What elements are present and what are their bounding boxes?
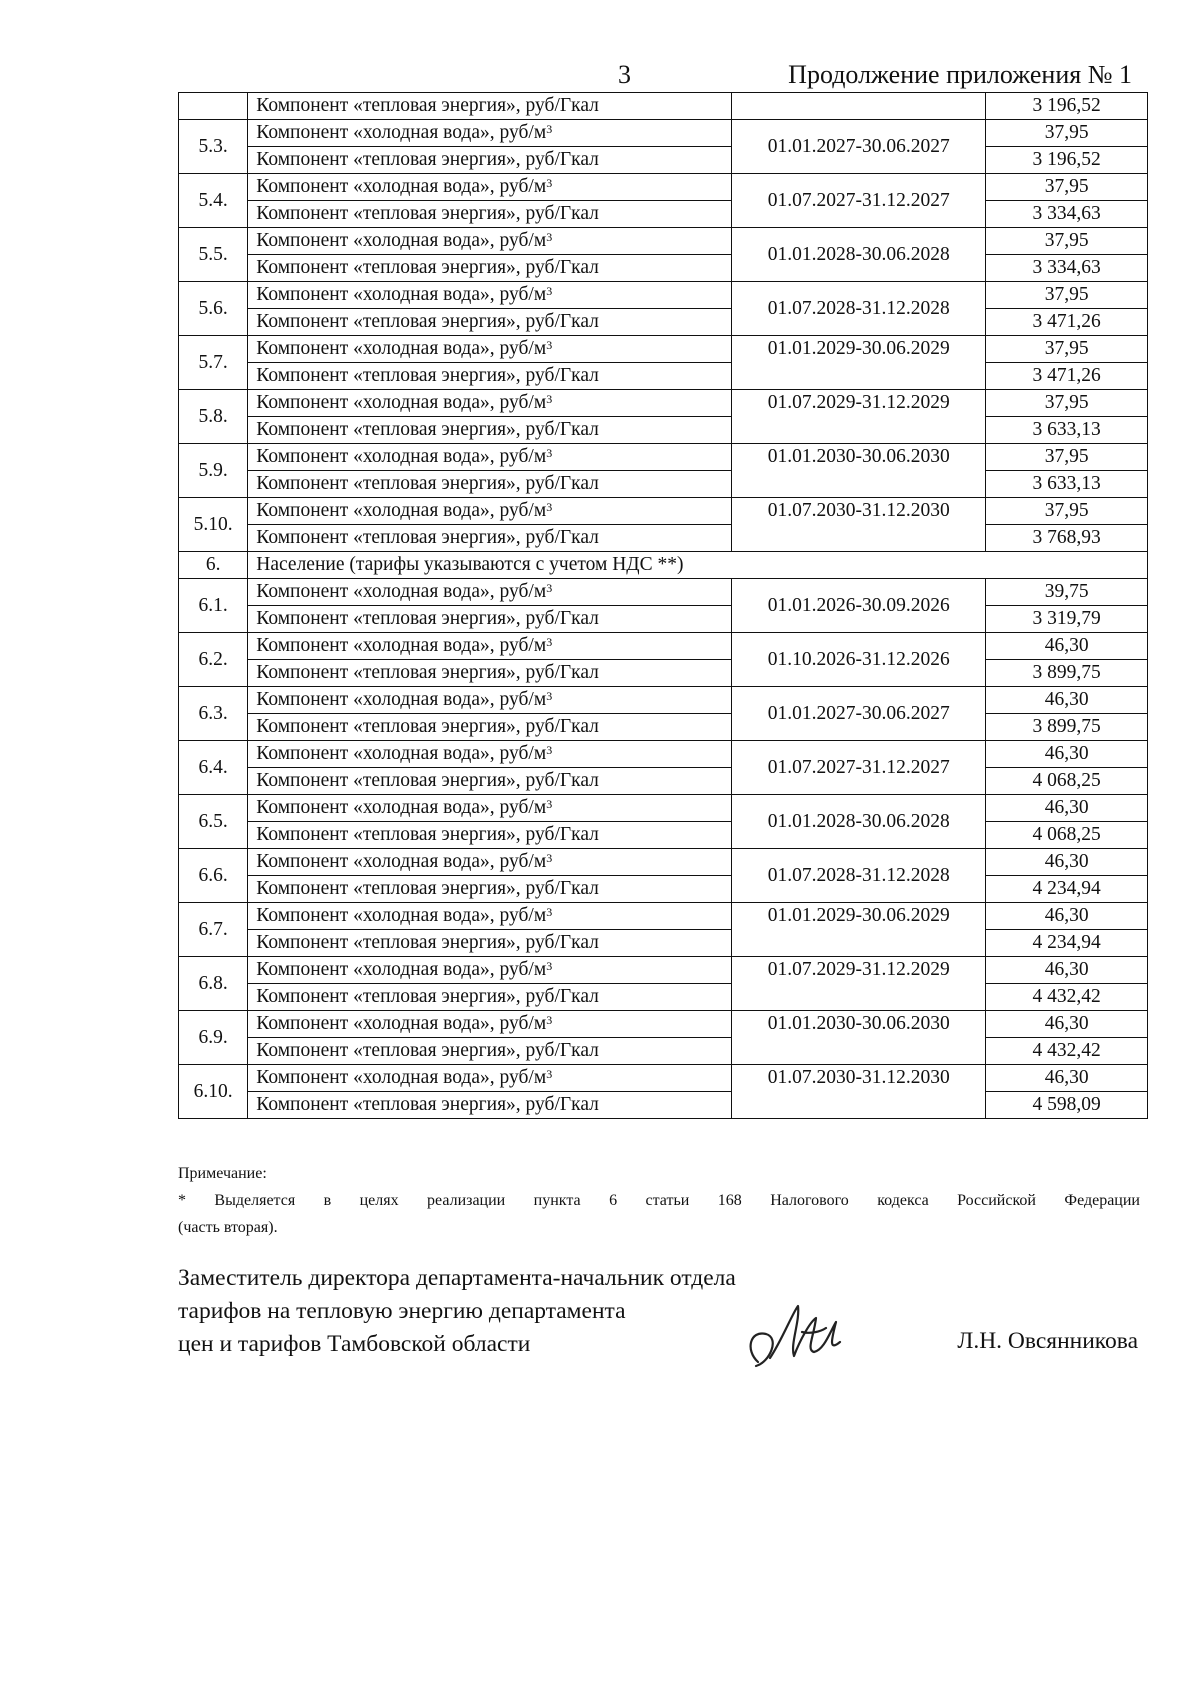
value-cell: 37,95 [986, 120, 1148, 147]
table-row [179, 444, 1148, 471]
row-number-cell: 6.2. [179, 633, 248, 687]
component-name-cell: Компонент «тепловая энергия», руб/Гкал [248, 525, 732, 552]
component-name-cell [248, 498, 732, 525]
value-cell: 4 068,25 [986, 768, 1148, 795]
component-label: Компонент «холодная вода», руб/м [256, 446, 547, 467]
table-row [179, 606, 1148, 633]
table-row [179, 633, 1148, 660]
tariff-table [178, 92, 1148, 1119]
component-name-cell [248, 120, 732, 147]
unit-superscript: 3 [546, 1013, 553, 1027]
row-number-cell: 6.1. [179, 579, 248, 633]
component-name-cell [248, 849, 732, 876]
value-cell: 46,30 [986, 687, 1148, 714]
row-number-cell: 6.4. [179, 741, 248, 795]
row-number-cell: 5.9. [179, 444, 248, 498]
component-label: Компонент «холодная вода», руб/м [256, 1013, 547, 1034]
component-name-cell: Компонент «тепловая энергия», руб/Гкал [248, 876, 732, 903]
period-cell: 01.07.2030-31.12.2030 [732, 498, 986, 552]
component-name-cell [248, 741, 732, 768]
value-cell: 46,30 [986, 849, 1148, 876]
component-name-cell [248, 444, 732, 471]
row-number-cell: 5.10. [179, 498, 248, 552]
value-cell: 46,30 [986, 903, 1148, 930]
unit-superscript: 3 [546, 959, 553, 973]
value-cell: 37,95 [986, 336, 1148, 363]
period-cell: 01.01.2029-30.06.2029 [732, 336, 986, 390]
row-number-cell: 5.8. [179, 390, 248, 444]
row-number-cell: 6.7. [179, 903, 248, 957]
component-label: Компонент «холодная вода», руб/м [256, 122, 547, 143]
unit-superscript: 3 [546, 905, 553, 919]
component-label: Компонент «холодная вода», руб/м [256, 176, 547, 197]
value-cell: 3 768,93 [986, 525, 1148, 552]
component-name-cell [248, 390, 732, 417]
component-label: Компонент «холодная вода», руб/м [256, 851, 547, 872]
unit-superscript: 3 [546, 851, 553, 865]
component-label: Компонент «холодная вода», руб/м [256, 392, 547, 413]
table-row [179, 120, 1148, 147]
value-cell: 46,30 [986, 741, 1148, 768]
table-row [179, 1065, 1148, 1092]
component-name-cell [248, 336, 732, 363]
position-line: Заместитель директора департамента-начальник отдела [178, 1265, 736, 1291]
component-name-cell [248, 228, 732, 255]
table-row [179, 147, 1148, 174]
component-name-cell [248, 579, 732, 606]
value-cell: 4 068,25 [986, 822, 1148, 849]
table-row [179, 93, 1148, 120]
component-label: Компонент «холодная вода», руб/м [256, 905, 547, 926]
component-name-cell: Компонент «тепловая энергия», руб/Гкал [248, 660, 732, 687]
table-row [179, 930, 1148, 957]
component-name-cell [248, 687, 732, 714]
component-name-cell [248, 1011, 732, 1038]
component-name-cell: Компонент «тепловая энергия», руб/Гкал [248, 471, 732, 498]
table-row [179, 768, 1148, 795]
unit-superscript: 3 [546, 176, 553, 190]
component-name-cell: Компонент «тепловая энергия», руб/Гкал [248, 714, 732, 741]
value-cell: 3 633,13 [986, 471, 1148, 498]
handwritten-signature [740, 1292, 860, 1382]
value-cell: 46,30 [986, 957, 1148, 984]
component-name-cell: Компонент «тепловая энергия», руб/Гкал [248, 930, 732, 957]
period-cell: 01.01.2026-30.09.2026 [732, 579, 986, 633]
table-row [179, 1011, 1148, 1038]
table-row [179, 822, 1148, 849]
table-row [179, 228, 1148, 255]
row-number-cell [179, 93, 248, 120]
unit-superscript: 3 [546, 230, 553, 244]
period-cell: 01.07.2030-31.12.2030 [732, 1065, 986, 1119]
period-cell: 01.01.2028-30.06.2028 [732, 795, 986, 849]
table-row [179, 282, 1148, 309]
component-name-cell: Компонент «тепловая энергия», руб/Гкал [248, 147, 732, 174]
value-cell: 4 234,94 [986, 876, 1148, 903]
row-number-cell: 6.3. [179, 687, 248, 741]
table-row [179, 336, 1148, 363]
page-number: 3 [618, 60, 631, 89]
table-row [179, 660, 1148, 687]
value-cell: 3 471,26 [986, 363, 1148, 390]
period-cell [732, 93, 986, 120]
value-cell: 3 334,63 [986, 201, 1148, 228]
table-row [179, 1092, 1148, 1119]
value-cell: 46,30 [986, 1065, 1148, 1092]
value-cell: 46,30 [986, 633, 1148, 660]
value-cell: 4 234,94 [986, 930, 1148, 957]
note-text: * Выделяется в целях реализации пункта 6 статьи 168 Налогового кодекса Российской Федерации [178, 1192, 1140, 1209]
position-line: цен и тарифов Тамбовской области [178, 1331, 531, 1357]
section-title-cell: Население (тарифы указываются с учетом НДС **) [248, 552, 1148, 579]
row-number-cell: 5.4. [179, 174, 248, 228]
table-row [179, 471, 1148, 498]
row-number-cell: 6.5. [179, 795, 248, 849]
unit-superscript: 3 [546, 635, 553, 649]
value-cell: 3 633,13 [986, 417, 1148, 444]
period-cell: 01.01.2029-30.06.2029 [732, 903, 986, 957]
unit-superscript: 3 [546, 689, 553, 703]
component-name-cell [248, 1065, 732, 1092]
component-name-cell: Компонент «тепловая энергия», руб/Гкал [248, 255, 732, 282]
continuation-heading: Продолжение приложения № 1 [788, 60, 1132, 89]
value-cell: 39,75 [986, 579, 1148, 606]
value-cell: 37,95 [986, 174, 1148, 201]
table-row [179, 741, 1148, 768]
table-row [179, 714, 1148, 741]
value-cell: 3 319,79 [986, 606, 1148, 633]
value-cell: 3 196,52 [986, 93, 1148, 120]
component-label: Компонент «холодная вода», руб/м [256, 284, 547, 305]
table-row [179, 174, 1148, 201]
table-row [179, 876, 1148, 903]
table-row [179, 201, 1148, 228]
table-row [179, 849, 1148, 876]
component-label: Компонент «холодная вода», руб/м [256, 959, 547, 980]
component-name-cell: Компонент «тепловая энергия», руб/Гкал [248, 1038, 732, 1065]
signatory-name: Л.Н. Овсянникова [957, 1328, 1138, 1354]
value-cell: 3 471,26 [986, 309, 1148, 336]
component-name-cell: Компонент «тепловая энергия», руб/Гкал [248, 93, 732, 120]
position-line: тарифов на тепловую энергию департамента [178, 1298, 626, 1324]
note-title: Примечание: [178, 1165, 267, 1182]
table-row [179, 957, 1148, 984]
unit-superscript: 3 [546, 797, 553, 811]
section-number-cell: 6. [179, 552, 248, 579]
unit-superscript: 3 [546, 581, 553, 595]
component-name-cell [248, 633, 732, 660]
unit-superscript: 3 [546, 446, 553, 460]
component-name-cell [248, 957, 732, 984]
unit-superscript: 3 [546, 284, 553, 298]
value-cell: 4 432,42 [986, 1038, 1148, 1065]
component-label: Компонент «холодная вода», руб/м [256, 635, 547, 656]
value-cell: 3 196,52 [986, 147, 1148, 174]
period-cell: 01.01.2027-30.06.2027 [732, 687, 986, 741]
period-cell: 01.07.2028-31.12.2028 [732, 282, 986, 336]
period-cell: 01.01.2028-30.06.2028 [732, 228, 986, 282]
table-row [179, 903, 1148, 930]
table-row [179, 255, 1148, 282]
component-name-cell: Компонент «тепловая энергия», руб/Гкал [248, 201, 732, 228]
table-row [179, 363, 1148, 390]
component-name-cell [248, 903, 732, 930]
value-cell: 46,30 [986, 795, 1148, 822]
value-cell: 3 334,63 [986, 255, 1148, 282]
period-cell: 01.07.2028-31.12.2028 [732, 849, 986, 903]
component-label: Компонент «холодная вода», руб/м [256, 500, 547, 521]
note-text-end: (часть вторая). [178, 1219, 278, 1236]
component-label: Компонент «холодная вода», руб/м [256, 581, 547, 602]
component-label: Компонент «холодная вода», руб/м [256, 338, 547, 359]
value-cell: 37,95 [986, 498, 1148, 525]
component-label: Компонент «холодная вода», руб/м [256, 230, 547, 251]
period-cell: 01.01.2027-30.06.2027 [732, 120, 986, 174]
component-name-cell: Компонент «тепловая энергия», руб/Гкал [248, 417, 732, 444]
section-row [179, 552, 1148, 579]
row-number-cell: 5.6. [179, 282, 248, 336]
unit-superscript: 3 [546, 500, 553, 514]
value-cell: 3 899,75 [986, 660, 1148, 687]
component-name-cell: Компонент «тепловая энергия», руб/Гкал [248, 984, 732, 1011]
row-number-cell: 6.10. [179, 1065, 248, 1119]
component-name-cell [248, 795, 732, 822]
period-cell: 01.07.2027-31.12.2027 [732, 174, 986, 228]
table-row [179, 390, 1148, 417]
component-label: Компонент «холодная вода», руб/м [256, 743, 547, 764]
period-cell: 01.07.2027-31.12.2027 [732, 741, 986, 795]
component-name-cell: Компонент «тепловая энергия», руб/Гкал [248, 1092, 732, 1119]
value-cell: 46,30 [986, 1011, 1148, 1038]
row-number-cell: 5.5. [179, 228, 248, 282]
value-cell: 37,95 [986, 390, 1148, 417]
period-cell: 01.07.2029-31.12.2029 [732, 957, 986, 1011]
table-row [179, 795, 1148, 822]
value-cell: 37,95 [986, 282, 1148, 309]
period-cell: 01.01.2030-30.06.2030 [732, 444, 986, 498]
value-cell: 4 598,09 [986, 1092, 1148, 1119]
value-cell: 37,95 [986, 444, 1148, 471]
signatory-position [178, 1262, 736, 1361]
period-cell: 01.10.2026-31.12.2026 [732, 633, 986, 687]
table-row [179, 417, 1148, 444]
unit-superscript: 3 [546, 122, 553, 136]
unit-superscript: 3 [546, 1067, 553, 1081]
table-row [179, 984, 1148, 1011]
component-name-cell: Компонент «тепловая энергия», руб/Гкал [248, 309, 732, 336]
component-name-cell: Компонент «тепловая энергия», руб/Гкал [248, 606, 732, 633]
note [178, 1160, 1140, 1241]
unit-superscript: 3 [546, 392, 553, 406]
table-row [179, 525, 1148, 552]
value-cell: 3 899,75 [986, 714, 1148, 741]
component-name-cell [248, 174, 732, 201]
table-row [179, 579, 1148, 606]
row-number-cell: 6.9. [179, 1011, 248, 1065]
period-cell: 01.01.2030-30.06.2030 [732, 1011, 986, 1065]
value-cell: 4 432,42 [986, 984, 1148, 1011]
period-cell: 01.07.2029-31.12.2029 [732, 390, 986, 444]
component-label: Компонент «холодная вода», руб/м [256, 689, 547, 710]
component-name-cell: Компонент «тепловая энергия», руб/Гкал [248, 363, 732, 390]
value-cell: 37,95 [986, 228, 1148, 255]
row-number-cell: 5.7. [179, 336, 248, 390]
row-number-cell: 5.3. [179, 120, 248, 174]
component-name-cell: Компонент «тепловая энергия», руб/Гкал [248, 768, 732, 795]
table-row [179, 309, 1148, 336]
component-label: Компонент «холодная вода», руб/м [256, 1067, 547, 1088]
row-number-cell: 6.8. [179, 957, 248, 1011]
component-label: Компонент «холодная вода», руб/м [256, 797, 547, 818]
row-number-cell: 6.6. [179, 849, 248, 903]
table-row [179, 687, 1148, 714]
table-row [179, 1038, 1148, 1065]
component-name-cell [248, 282, 732, 309]
table-row [179, 498, 1148, 525]
unit-superscript: 3 [546, 743, 553, 757]
unit-superscript: 3 [546, 338, 553, 352]
component-name-cell: Компонент «тепловая энергия», руб/Гкал [248, 822, 732, 849]
